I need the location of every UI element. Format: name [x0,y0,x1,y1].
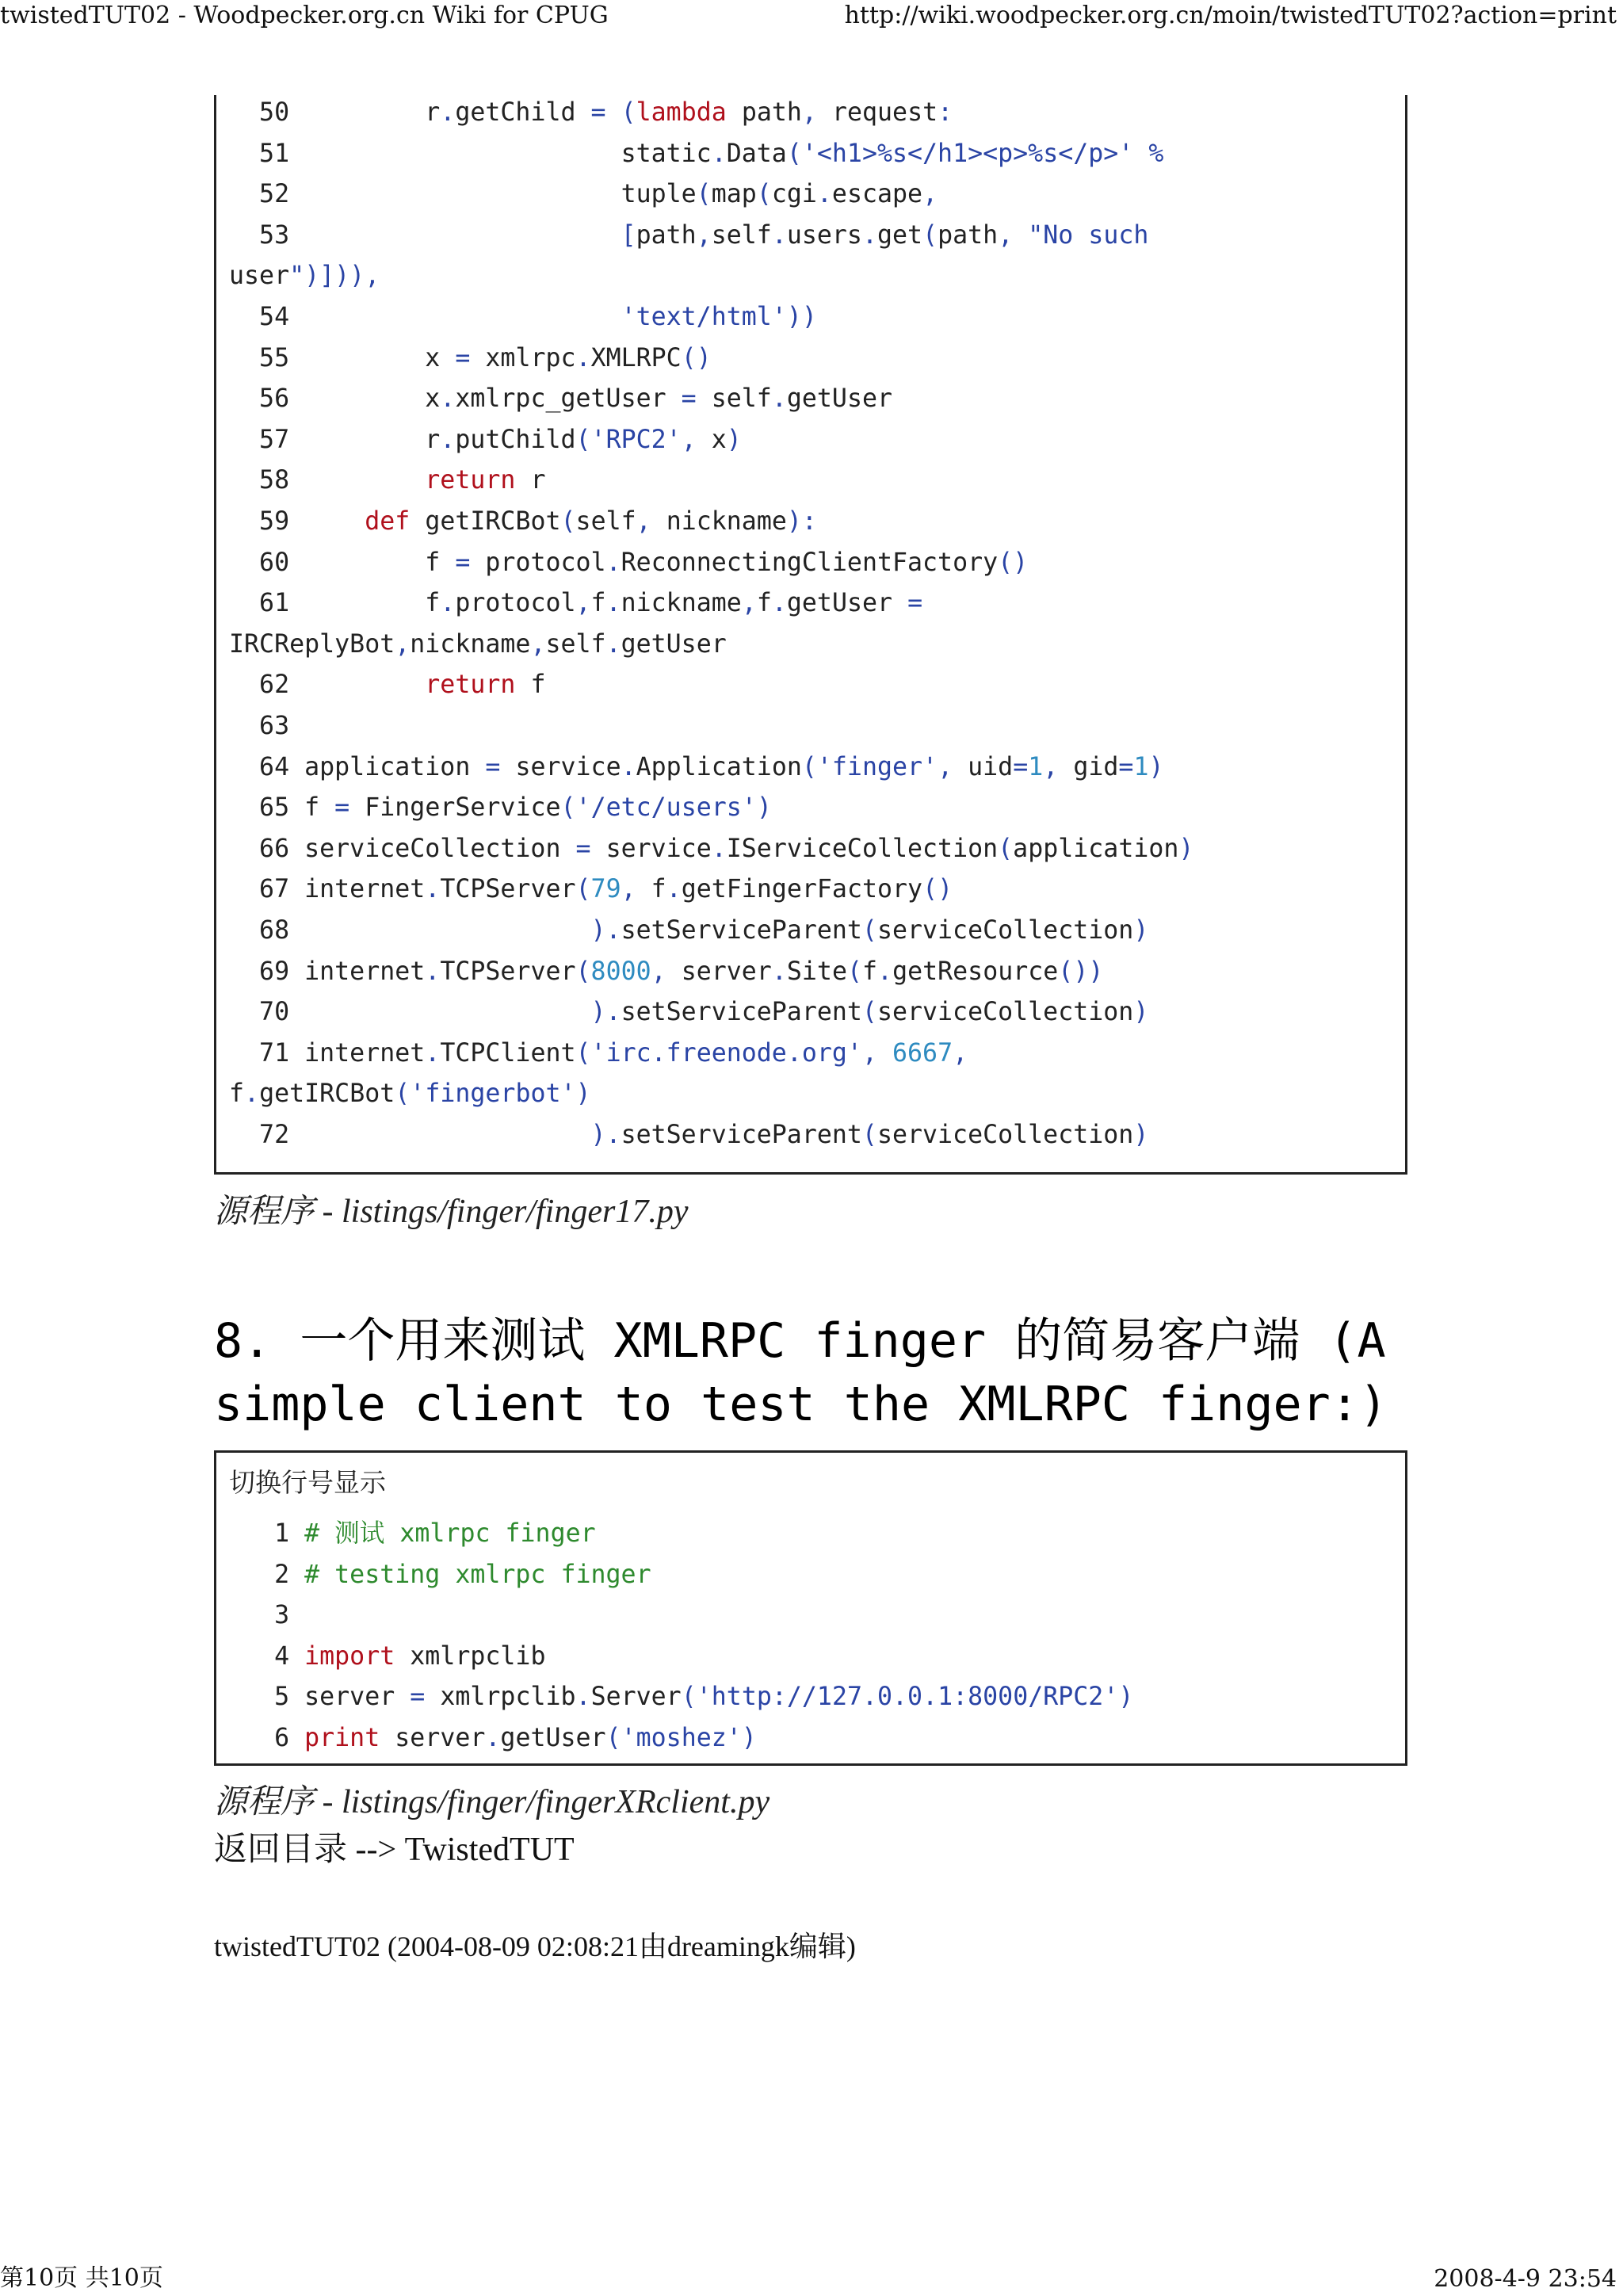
code-text: [path,self.users.get(path, "No such [621,220,1149,250]
code-text: import xmlrpclib [304,1641,546,1671]
code-text: ).setServiceParent(serviceCollection) [590,998,1149,1027]
code-line [229,710,1397,742]
line-number: 67 [229,875,305,904]
page-edit-info: twistedTUT02 (2004-08-09 02:08:21由dreamingk编辑) [214,1931,856,1962]
line-number: 57 [229,425,305,454]
code-text: internet.TCPServer(79, f.getFingerFactory() [304,875,953,904]
print-header-title: twistedTUT02 - Woodpecker.org.cn Wiki for CPUG [0,2,609,29]
code-line [229,1681,1397,1713]
line-number: 5 [229,1683,305,1712]
print-footer-page-info: 第10页 共10页 [0,2264,163,2292]
code-text: print server.getUser('moshez') [304,1724,757,1752]
code-text: serviceCollection = service.IServiceCollection(application) [304,834,1194,863]
code-text: 'text/html')) [621,303,817,331]
code-line [229,587,1397,619]
line-number: 61 [229,589,305,618]
code-line [229,464,1397,496]
code-line [229,1599,1397,1631]
code-text: application = service.Application('finger', uid=1, gid=1) [304,752,1164,781]
line-number: 58 [229,466,305,495]
code-line [229,915,1397,946]
code-line [229,301,1397,333]
code-text: f.protocol,f.nickname,f.getUser = [425,589,923,618]
code-text: x = xmlrpc.XMLRPC() [425,343,712,372]
line-number: 66 [229,834,305,863]
code-line [229,792,1397,823]
line-number: 72 [229,1121,305,1149]
line-number: 68 [229,916,305,945]
code-line [229,1518,1397,1549]
code-line [229,1037,1397,1069]
code-line [229,97,1397,128]
code-line [229,547,1397,579]
code-line [229,873,1397,905]
print-header-url: http://wiki.woodpecker.org.cn/moin/twistedTUT02?action=print [844,2,1617,29]
code-line [229,996,1397,1028]
code-line [229,628,1397,660]
section-heading-line1: 8. 一个用来测试 XMLRPC finger 的简易客户端 (A [214,1313,1386,1369]
code-line [229,506,1397,537]
line-number: 50 [229,98,305,127]
code-listing-xrclient [214,1450,1407,1766]
line-number: 4 [229,1641,305,1671]
code-text: ).setServiceParent(serviceCollection) [590,916,1149,945]
line-number: 60 [229,548,305,577]
toggle-line-numbers-link[interactable]: 切换行号显示 [229,1467,386,1498]
code-text: return r [425,466,546,495]
code-line [229,833,1397,865]
code-text: server = xmlrpclib.Server('http://127.0.0.1:8000/RPC2') [304,1683,1134,1712]
line-number: 52 [229,180,305,209]
line-number: 59 [229,507,305,536]
code-line [229,1078,1397,1110]
section-heading-line2: simple client to test the XMLRPC finger:) [214,1377,1388,1432]
line-number: 64 [229,752,305,781]
code-text: return f [425,670,546,700]
code-caption-xrclient: 源程序 - listings/finger/fingerXRclient.py [214,1784,770,1820]
section-heading [214,1309,1450,1436]
code-line [229,669,1397,701]
code-line [229,956,1397,988]
code-listing-finger17 [214,95,1407,1175]
code-line [229,220,1397,251]
code-text: r.getChild = (lambda path, request: [425,98,953,127]
code-line [229,138,1397,170]
line-number: 6 [229,1724,305,1752]
line-number: 3 [229,1601,305,1630]
code-text: IRCReplyBot,nickname,self.getUser [229,629,727,659]
code-line [229,1722,1397,1754]
code-line [229,178,1397,210]
line-number: 54 [229,303,305,331]
code-line [229,260,1397,292]
code-text: ).setServiceParent(serviceCollection) [590,1121,1149,1149]
line-number: 53 [229,220,305,250]
code-text: user")])), [229,262,380,291]
code-line [229,342,1397,374]
line-number: 63 [229,712,305,740]
code-line [229,424,1397,456]
line-number: 62 [229,670,305,700]
code-text: def getIRCBot(self, nickname): [365,507,817,536]
code-text: static.Data('<h1>%s</h1><p>%s</p>' % [621,139,1164,168]
line-number: 55 [229,343,305,372]
line-number: 71 [229,1038,305,1068]
code-line [229,1641,1397,1672]
code-text: # testing xmlrpc finger [304,1560,651,1589]
code-line [229,751,1397,783]
code-line [229,383,1397,415]
line-number: 56 [229,384,305,414]
back-to-contents-link[interactable]: 返回目录 --> TwistedTUT [214,1832,575,1868]
code-text: internet.TCPServer(8000, server.Site(f.getResource()) [304,957,1104,986]
code-text: f = protocol.ReconnectingClientFactory() [425,548,1029,577]
line-number: 51 [229,139,305,168]
line-number: 2 [229,1560,305,1589]
line-number: 69 [229,957,305,986]
line-number: 65 [229,793,305,823]
line-number: 70 [229,998,305,1027]
line-number: 1 [229,1519,305,1548]
code-text: # 测试 xmlrpc finger [304,1519,596,1548]
code-caption-finger17: 源程序 - listings/finger/finger17.py [214,1194,689,1230]
code-text: internet.TCPClient('irc.freenode.org', 6667, [304,1038,968,1068]
code-text: x.xmlrpc_getUser = self.getUser [425,384,893,414]
code-text: f.getIRCBot('fingerbot') [229,1079,591,1109]
code-line [229,1559,1397,1591]
code-text: tuple(map(cgi.escape, [621,180,938,209]
code-line [229,1119,1397,1151]
code-text: r.putChild('RPC2', x) [425,425,742,454]
print-footer-timestamp: 2008-4-9 23:54 [1434,2265,1617,2293]
code-text: f = FingerService('/etc/users') [304,793,772,823]
